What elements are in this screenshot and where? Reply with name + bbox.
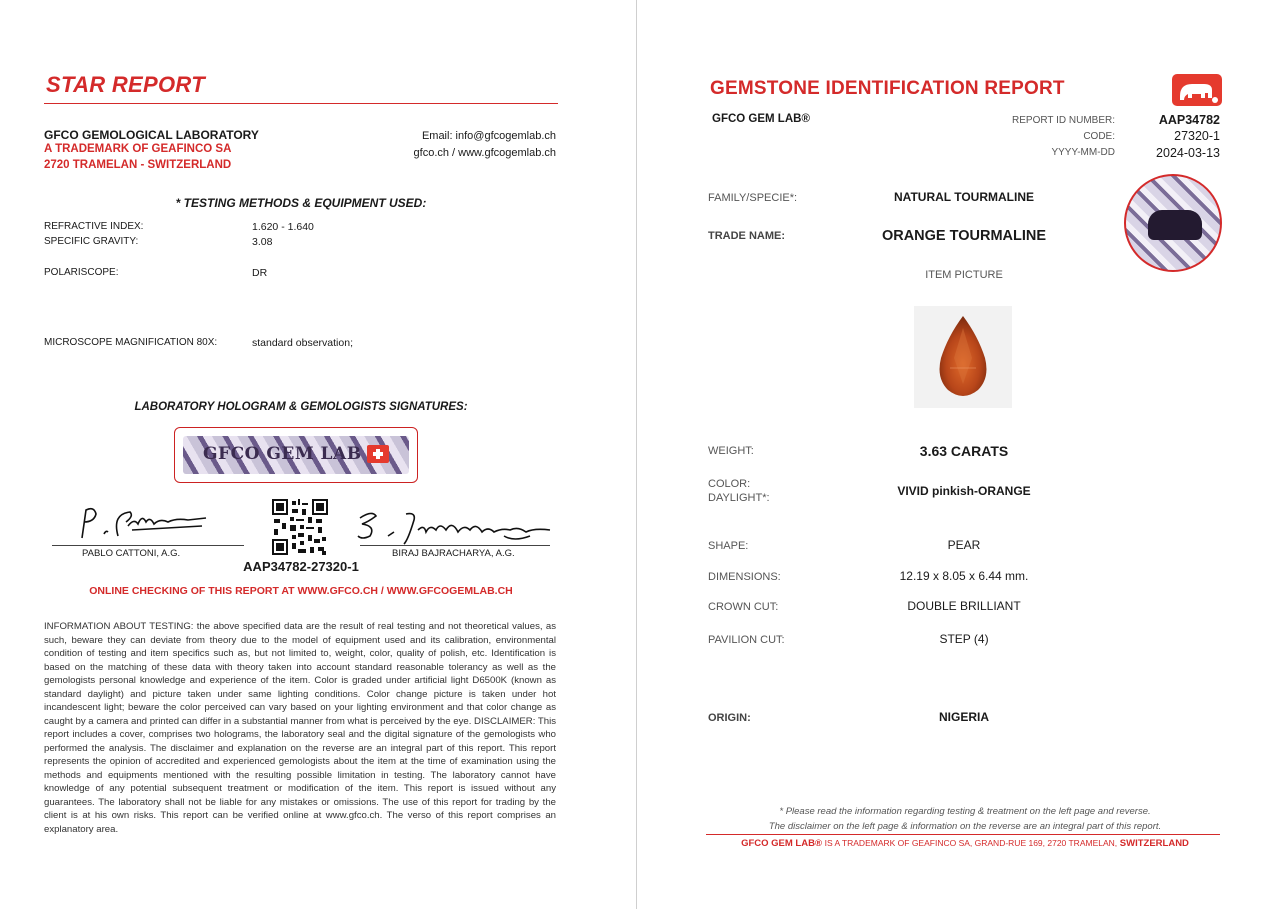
family-value: NATURAL TOURMALINE	[894, 190, 1034, 204]
detail-label: DAYLIGHT*:	[708, 492, 770, 504]
contact-block	[414, 128, 556, 162]
hologram-sticker	[174, 427, 418, 483]
footer-line	[710, 838, 1220, 849]
trade-value: ORANGE TOURMALINE	[881, 228, 1047, 244]
detail-label: DIMENSIONS:	[708, 571, 781, 583]
test-value: 3.08	[252, 236, 273, 248]
hologram-text: GFCO GEM LAB	[203, 444, 362, 464]
page-fold	[636, 0, 637, 909]
detail-label: ORIGIN:	[708, 712, 751, 724]
hologram-pattern	[183, 436, 409, 474]
dimensions-value: 12.19 x 8.05 x 6.44 mm.	[899, 569, 1029, 583]
pear-gem-icon	[914, 306, 1012, 408]
detail-label: PAVILION CUT:	[708, 634, 785, 646]
elephant-icon	[1148, 210, 1202, 240]
online-check-link[interactable]: ONLINE CHECKING OF THIS REPORT AT WWW.GFCO.CH / WWW.GFCOGEMLAB.CH	[89, 585, 513, 597]
detail-label: CROWN CUT:	[708, 601, 779, 613]
pavilion-cut-value: STEP (4)	[939, 632, 989, 646]
laboratory-seal	[1124, 174, 1222, 272]
origin-value: NIGERIA	[938, 710, 989, 724]
website-text[interactable]: gfco.ch / www.gfcogemlab.ch	[413, 147, 556, 159]
date-value: 2024-03-13	[1156, 146, 1220, 160]
gfco-logo-icon	[1172, 74, 1222, 106]
footer-note-2: The disclaimer on the left page & information on the reverse are an integral part of this report.	[768, 821, 1162, 832]
qr-code-icon[interactable]	[272, 499, 328, 555]
footer-rule	[706, 834, 1220, 835]
test-label: REFRACTIVE INDEX:	[44, 221, 144, 232]
footer-country: SWITZERLAND	[1119, 838, 1189, 849]
detail-label: COLOR:	[708, 478, 751, 490]
gem-photo	[914, 306, 1012, 408]
code-value: 27320-1	[1174, 129, 1220, 143]
report-code: AAP34782-27320-1	[243, 559, 359, 574]
color-value: VIVID pinkish-ORANGE	[897, 484, 1031, 498]
signer-name-1: PABLO CATTONI, A.G.	[82, 548, 181, 559]
swiss-flag-icon	[367, 445, 389, 463]
footer-note-1: * Please read the information regarding testing & treatment on the left page and reverse.	[779, 806, 1151, 817]
signature-cattoni	[72, 500, 212, 546]
email-text[interactable]: Email: info@gfcogemlab.ch	[421, 130, 556, 142]
gemstone-report-title: GEMSTONE IDENTIFICATION REPORT	[710, 78, 1065, 99]
code-label: CODE:	[1083, 131, 1115, 142]
footer-trademark: IS A TRADEMARK OF GEAFINCO SA, GRAND-RUE 169, 2720 TRAMELAN,	[824, 838, 1118, 848]
footer-brand: GFCO GEM LAB®	[741, 838, 822, 849]
trade-label: TRADE NAME:	[708, 230, 785, 242]
test-label: POLARISCOPE:	[44, 267, 119, 278]
shape-value: PEAR	[947, 538, 981, 552]
test-value: 1.620 - 1.640	[252, 221, 314, 233]
signature-line	[360, 545, 550, 546]
signature-bajracharya	[354, 506, 554, 548]
test-label: SPECIFIC GRAVITY:	[44, 236, 139, 247]
report-id-label: REPORT ID NUMBER:	[1012, 115, 1115, 126]
testing-information: INFORMATION ABOUT TESTING: the above specified data are the result of real testing and not theoretical values, as such, beware they can deviate from theory due to the model of equipment used and its calibration, environmental condition of testing and item specifics such as, but not limited to, weight, color, quality of polish, etc. Identification is based on the matching of these data with theory taken into account standard reasonable tolerancy as well as the gemologists personal knowledge and experience of the item. Color is graded under artificial light D6500K (known as standard daylight) and picture taken under same lighting conditions. Color change picture is taken under hot incandescent light; beware the color perceived can vary based on your lighting environment and that color change as caught by a camera and printed can differ in a substantial manner from what is perceived by the eye. DISCLAIMER: This report includes a cover, comprises two holograms, the laboratory seal and the digital signature of the gemologists who performed the analysis. The disclaimer and explanation on the reverse are an integral part of this report. This report represents the opinion of accredited and experienced gemologists about the item at the time of examination using the methods and equipments mentioned with the resulting possible limitation in testing. The laboratory cannot have knowledge of any potential subsequent treatment or modification of the item. This report is issued without any guarantees. The laboratory shall not be liable for any mistakes or omissions. The use of this report for trading by the client is at his own risks. This report can be verified online at www.gfco.ch. The verso of this report comprises an explanatory area.	[44, 621, 556, 835]
detail-label: WEIGHT:	[708, 445, 754, 457]
lab-address: 2720 TRAMELAN - SWITZERLAND	[44, 159, 232, 171]
signer-name-2: BIRAJ BAJRACHARYA, A.G.	[392, 548, 515, 559]
hologram-title: LABORATORY HOLOGRAM & GEMOLOGISTS SIGNATURES:	[134, 401, 468, 413]
item-picture-label: ITEM PICTURE	[925, 269, 1003, 281]
star-report-title: STAR REPORT	[46, 72, 205, 97]
weight-value: 3.63 CARATS	[919, 443, 1009, 459]
lab-short-name: GFCO GEM LAB®	[712, 113, 810, 125]
detail-label: SHAPE:	[708, 540, 749, 552]
title-rule	[44, 103, 558, 104]
test-label: MICROSCOPE MAGNIFICATION 80X:	[44, 337, 218, 348]
signature-line	[52, 545, 244, 546]
lab-trademark: A TRADEMARK OF GEAFINCO SA	[44, 143, 232, 155]
lab-name: GFCO GEMOLOGICAL LABORATORY	[44, 128, 259, 142]
methods-title: * TESTING METHODS & EQUIPMENT USED:	[175, 196, 427, 210]
date-label: YYYY-MM-DD	[1051, 147, 1115, 158]
family-label: FAMILY/SPECIE*:	[708, 192, 798, 204]
test-value: DR	[252, 267, 268, 279]
report-id-value: AAP34782	[1158, 113, 1220, 127]
crown-cut-value: DOUBLE BRILLIANT	[907, 599, 1021, 613]
test-value: standard observation;	[252, 337, 353, 349]
